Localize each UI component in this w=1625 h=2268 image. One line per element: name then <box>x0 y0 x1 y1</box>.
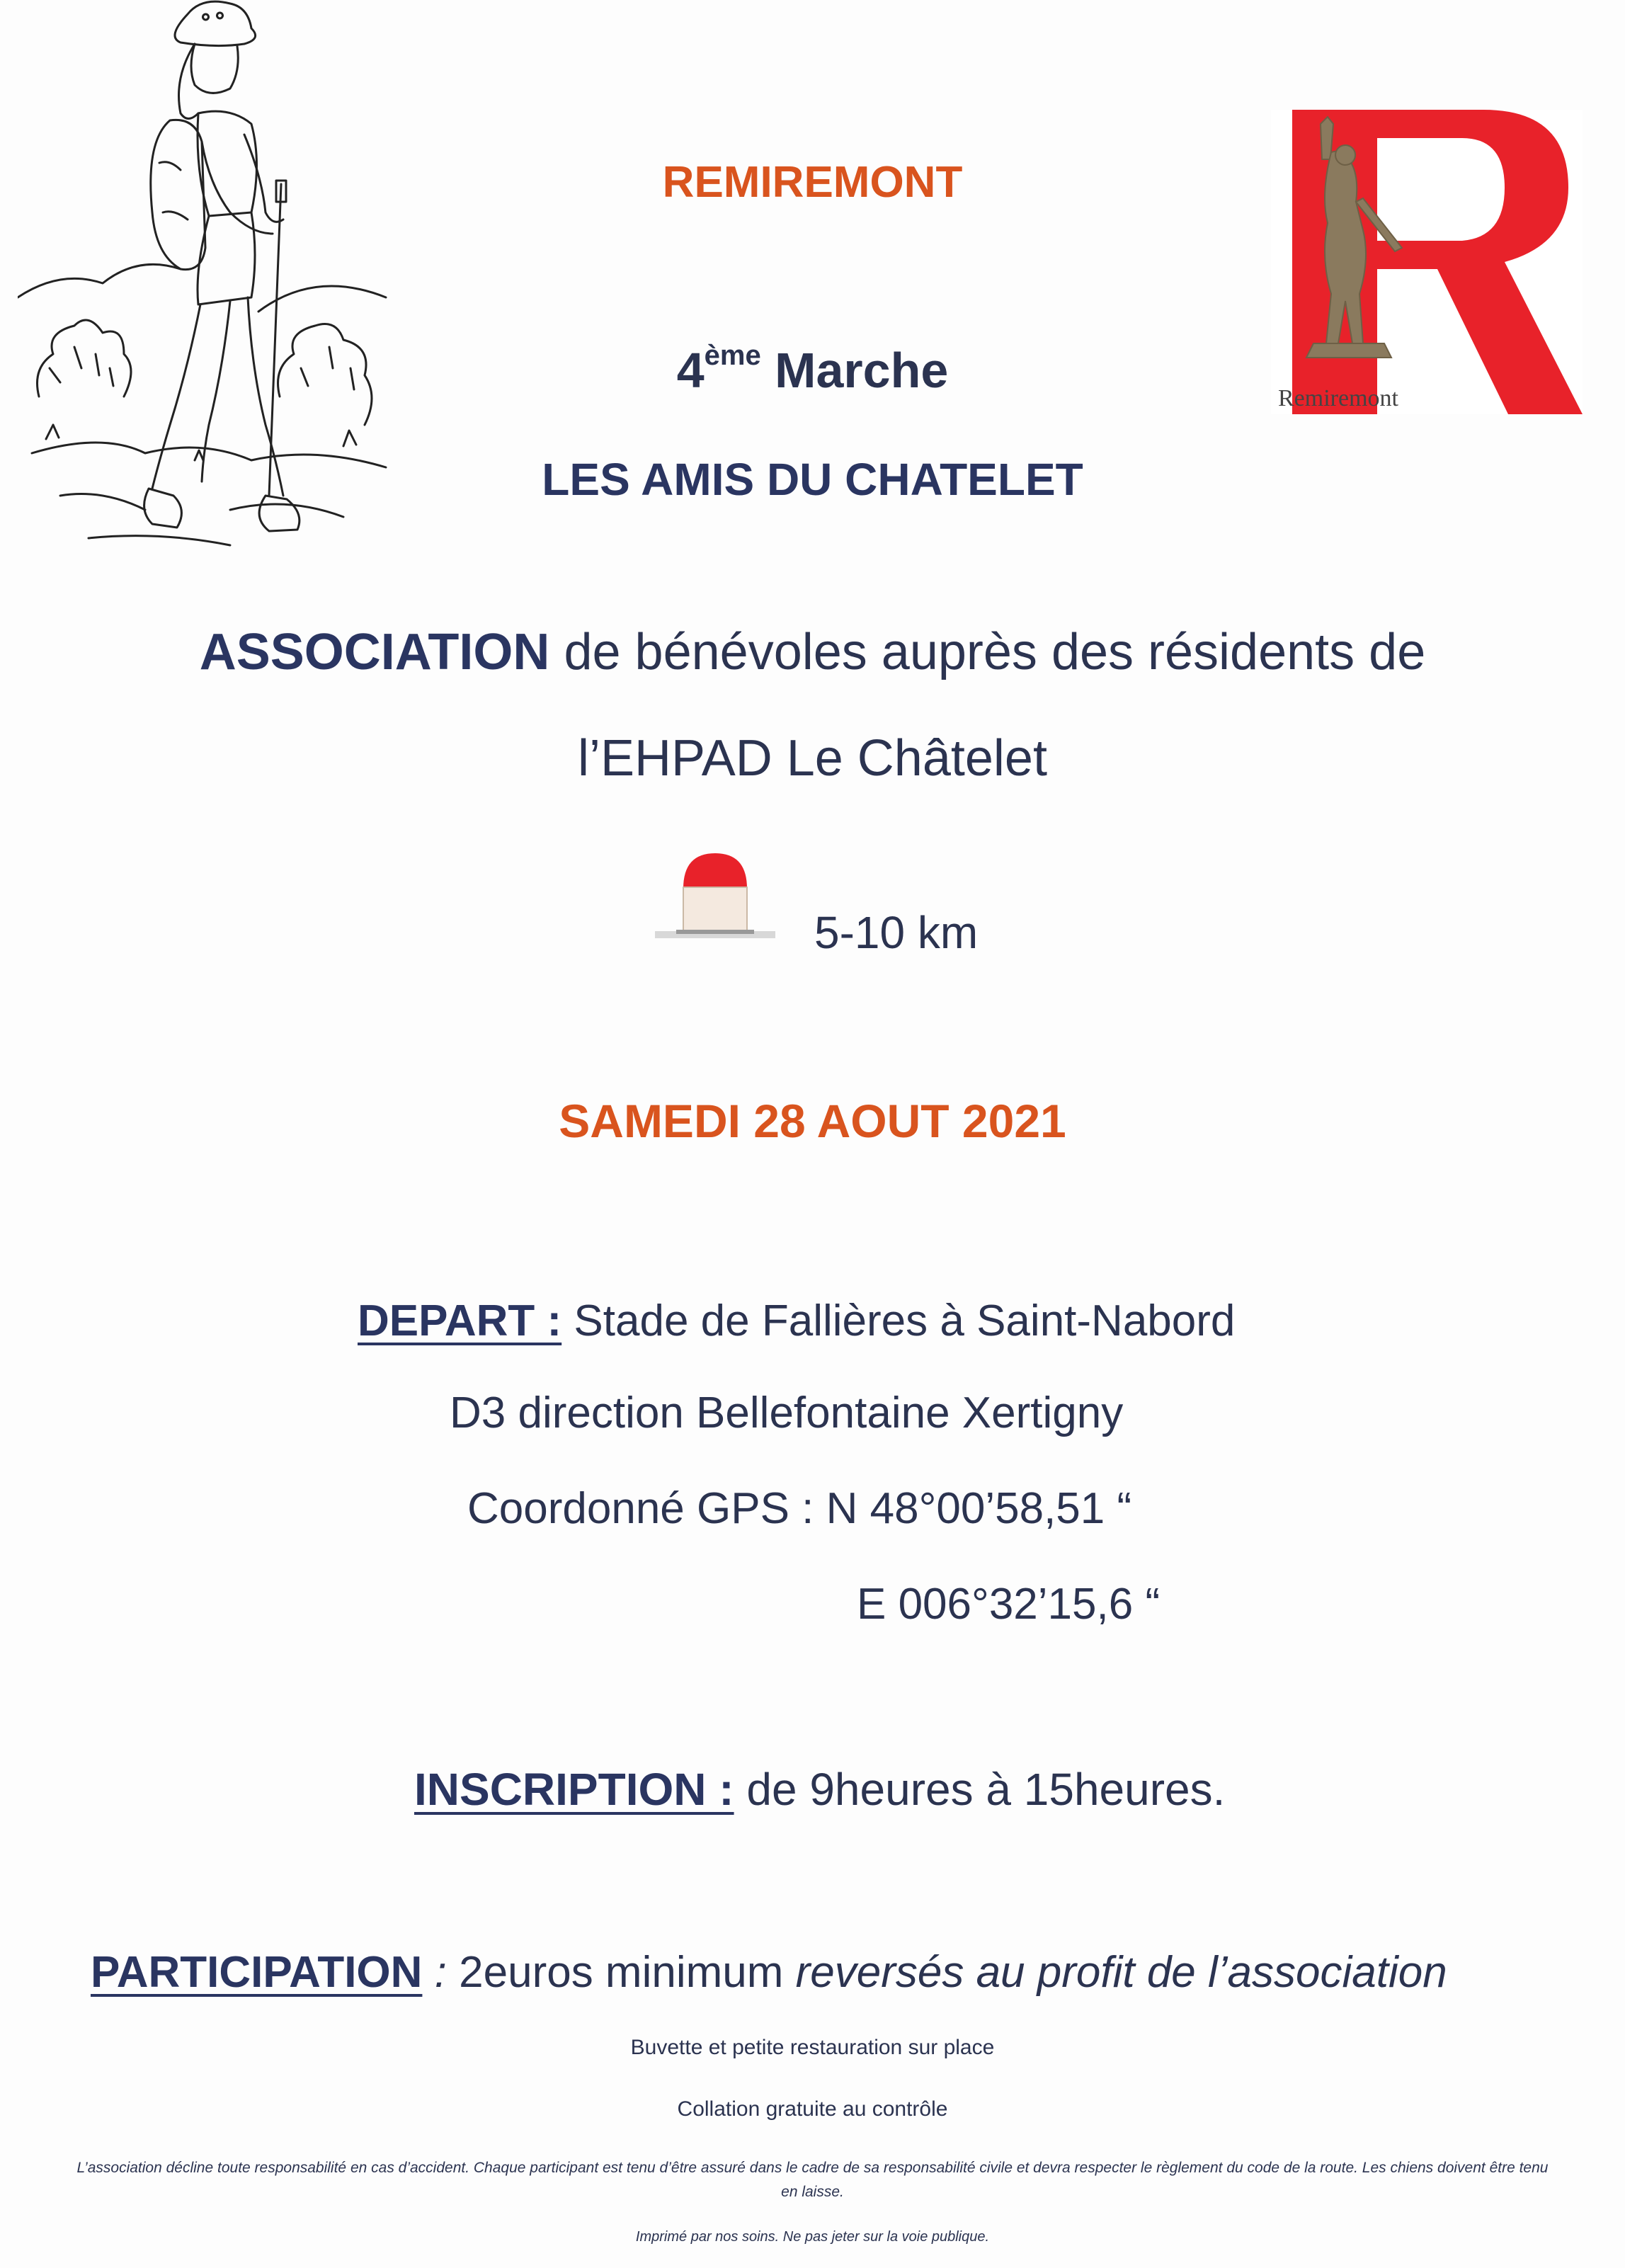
participation-amount: 2euros minimum <box>459 1948 784 1997</box>
gps-east: E 006°32’15,6 “ <box>857 1580 1161 1629</box>
walk-number-title <box>0 340 1625 399</box>
logo-caption: Remiremont <box>1278 385 1398 411</box>
walk-number: 4 <box>676 343 705 398</box>
town-title: REMIREMONT <box>662 158 963 207</box>
depart-road: D3 direction Bellefontaine Xertigny <box>450 1389 1124 1437</box>
disclaimer: L’association décline toute responsabilité en cas d’accident. Chaque participant est tenu d’être assuré dans le cadre de sa responsabilité civile et devra respecter le règlement du code de la route. Les chiens doivent être tenu en laisse. <box>76 2160 1549 2200</box>
inscription-hours: de 9heures à 15heures. <box>746 1764 1226 1815</box>
participation-line <box>91 1947 1447 1998</box>
printed-note: Imprimé par nos soins. Ne pas jeter sur la voie publique. <box>635 2229 990 2245</box>
association-ehpad: l’EHPAD Le Châtelet <box>578 730 1047 787</box>
participation-label: PARTICIPATION <box>91 1948 423 1997</box>
participation-note: reversés au profit de l’association <box>795 1948 1447 1997</box>
buvette-note: Buvette et petite restauration sur place <box>630 2036 995 2059</box>
association-label: ASSOCIATION <box>199 624 550 680</box>
participation-separator: : <box>434 1948 447 1997</box>
collation-note: Collation gratuite au contrôle <box>677 2097 948 2121</box>
inscription-label: INSCRIPTION : <box>414 1764 734 1815</box>
walk-word: Marche <box>775 343 949 398</box>
gps-north: Coordonné GPS : N 48°00’58,51 “ <box>467 1484 1132 1533</box>
distance: 5-10 km <box>814 907 979 958</box>
depart-place: Stade de Fallières à Saint-Nabord <box>574 1297 1236 1345</box>
association-line <box>0 623 1625 681</box>
depart-label: DEPART : <box>358 1297 562 1345</box>
inscription-line <box>414 1763 1225 1816</box>
walk-number-suffix: ème <box>704 340 761 371</box>
association-description: de bénévoles auprès des résidents de <box>564 624 1426 680</box>
event-date: SAMEDI 28 AOUT 2021 <box>559 1095 1066 1147</box>
depart-line <box>358 1296 1235 1346</box>
milestone-icon <box>655 846 775 945</box>
organisation-name: LES AMIS DU CHATELET <box>542 454 1083 505</box>
